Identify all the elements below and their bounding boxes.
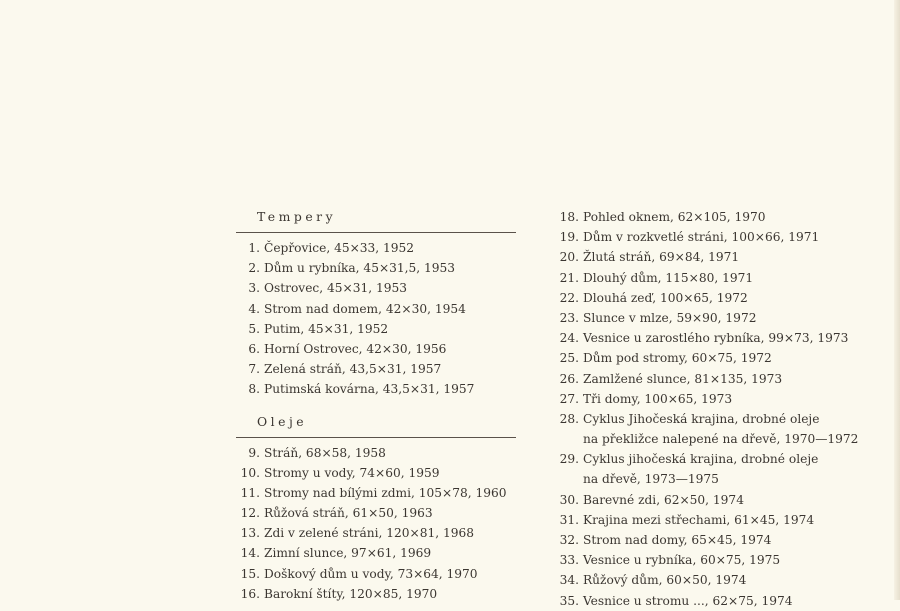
item-text: Dům v rozkvetlé stráni, 100⨯66, 1971 [583,230,820,245]
list-item [555,268,855,288]
item-text: Stromy nad bílými zdmi, 105⨯78, 1960 [264,485,507,500]
item-text: Cyklus Jihočeská krajina, drobné oleje [583,411,820,426]
item-text: Pohled oknem, 62⨯105, 1970 [583,210,766,224]
list-item [236,359,516,379]
item-number: 14. [240,546,260,561]
item-number: 4. [248,301,260,316]
item-text: Horní Ostrovec, 42⨯30, 1956 [264,341,447,356]
item-text: Vesnice u rybníka, 60⨯75, 1975 [583,553,781,568]
item-number: 22. [559,290,579,305]
item-number: 5. [248,321,260,336]
item-number: 29. [559,452,579,467]
item-text: Růžový dům, 60⨯50, 1974 [583,573,747,588]
list-item [236,503,516,523]
section-spacer [236,400,516,412]
list-item [555,550,855,570]
item-number: 34. [559,573,579,588]
list-item [236,463,516,483]
list-item [555,369,855,389]
item-number: 11. [240,485,260,500]
item-continuation: na překližce nalepené na dřevě, 1970—1972 [583,432,859,447]
item-number: 12. [240,506,260,521]
item-text: Strom nad domem, 42⨯30, 1954 [264,301,466,316]
item-number: 9. [248,445,260,460]
item-continuation: na dřevě, 1973—1975 [583,472,719,487]
item-text: Cyklus jihočeská krajina, drobné oleje [583,452,819,467]
item-text: Stráň, 68⨯58, 1958 [264,445,386,460]
item-text: Zelená stráň, 43,5⨯31, 1957 [264,362,442,377]
list-item [236,339,516,359]
list-item [236,483,516,503]
item-number: 15. [240,566,260,581]
list-item [555,591,855,611]
item-number: 28. [559,411,579,426]
list-item [236,379,516,399]
item-text: Zimní slunce, 97⨯61, 1969 [264,546,432,561]
item-number: 13. [240,526,260,541]
item-text: Zamlžené slunce, 81⨯135, 1973 [583,371,783,386]
item-number: 35. [559,593,579,608]
list-item [555,207,855,227]
list-item [236,278,516,298]
item-text: Putimská kovárna, 43,5⨯31, 1957 [264,382,475,397]
item-text: Tři domy, 100⨯65, 1973 [583,391,733,406]
divider [236,437,516,438]
item-text: Dlouhý dům, 115⨯80, 1971 [583,270,754,285]
item-number: 6. [248,341,260,356]
item-text: Zdi v zelené stráni, 120⨯81, 1968 [264,526,474,541]
item-text: Vesnice u stromu ..., 62⨯75, 1974 [583,593,793,608]
list-item [555,409,855,429]
item-text: Slunce v mlze, 59⨯90, 1972 [583,310,757,325]
list-item [555,328,855,348]
item-number: 1. [248,241,260,255]
list-item [555,308,855,328]
item-text: Dům pod stromy, 60⨯75, 1972 [583,351,772,366]
item-number: 33. [559,553,579,568]
item-number: 21. [559,270,579,285]
list-item [236,299,516,319]
item-number: 3. [248,281,260,296]
list-item [236,523,516,543]
item-number: 27. [559,391,579,406]
item-text: Vesnice u zarostlého rybníka, 99⨯73, 1973 [583,331,849,346]
list-item [555,510,855,530]
list-item [555,389,855,409]
list-item [555,348,855,368]
list-item [555,247,855,267]
list-item [555,570,855,590]
item-text: Barevné zdi, 62⨯50, 1974 [583,492,744,507]
section-title-tempery: Tempery [257,209,337,224]
list-item [236,443,516,463]
item-number: 18. [559,210,579,224]
list-item [236,319,516,339]
item-text: Putim, 45⨯31, 1952 [264,321,389,336]
item-number: 32. [559,533,579,547]
item-number: 26. [559,371,579,386]
item-number: 10. [240,465,260,480]
item-text: Dům u rybníka, 45⨯31,5, 1953 [264,261,456,276]
page-edge [894,0,900,600]
item-text: Dlouhá zeď, 100⨯65, 1972 [583,290,748,305]
item-number: 25. [559,351,579,366]
list-item [555,449,855,469]
list-item [236,258,516,278]
right-column [555,207,859,611]
list-item [236,238,516,258]
item-text: Stromy u vody, 74⨯60, 1959 [264,465,440,480]
item-text: Růžová stráň, 61⨯50, 1963 [264,506,433,521]
item-number: 16. [240,586,260,601]
list-item [555,530,855,550]
section-title-oleje: Oleje [257,413,308,429]
item-number: 20. [559,250,579,265]
item-number: 23. [559,310,579,325]
item-number: 24. [559,331,579,346]
item-text: Barokní štíty, 120⨯85, 1970 [264,586,438,601]
list-item [555,490,855,510]
item-text: Doškový dům u vody, 73⨯64, 1970 [264,566,478,581]
list-item [555,227,855,247]
item-text: Žlutá stráň, 69⨯84, 1971 [583,250,740,265]
item-number: 7. [248,362,260,377]
item-number: 31. [559,512,579,527]
left-column [236,207,516,604]
item-text: Strom nad domy, 65⨯45, 1974 [583,533,772,547]
item-text: Krajina mezi střechami, 61⨯45, 1974 [583,512,815,527]
item-number: 30. [559,492,579,507]
item-number: 19. [559,230,579,245]
list-item [236,543,516,563]
item-number: 8. [248,382,260,397]
item-number: 2. [248,261,260,276]
list-item [236,564,516,584]
item-text: Čepřovice, 45⨯33, 1952 [264,241,415,255]
list-item [555,288,855,308]
divider [236,232,516,233]
item-text: Ostrovec, 45⨯31, 1953 [264,281,407,296]
list-item [236,584,516,604]
